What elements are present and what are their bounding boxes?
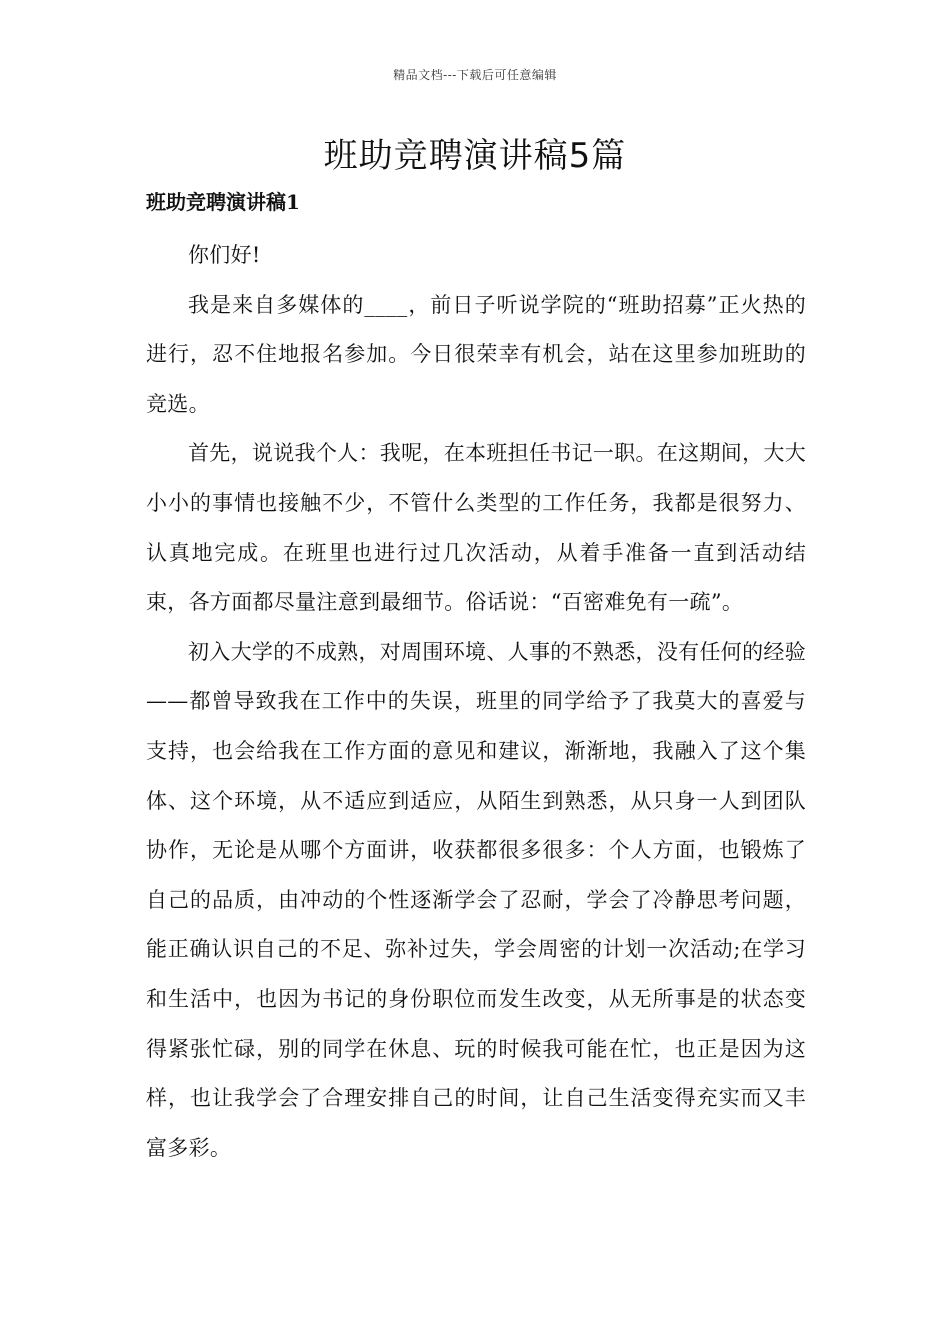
document-title: 班助竞聘演讲稿5篇	[323, 136, 627, 176]
document-body	[146, 231, 806, 1173]
paragraph-greeting: 你们好!	[188, 243, 261, 267]
paragraph-experience: 初入大学的不成熟，对周围环境、人事的不熟悉，没有任何的经验——都曾导致我在工作中的失误，班里的同学给予了我莫大的喜爱与支持，也会给我在工作方面的意见和建议，渐渐地，我融入了这个集体、这个环境，从不适应到适应，从陌生到熟悉，从只身一人到团队协作，无论是从哪个方面讲，收获都很多很多：个人方面，也锻炼了自己的品质，由冲动的个性逐渐学会了忍耐，学会了冷静思考问题，能正确认识自己的不足、弥补过失，学会周密的计划一次活动;在学习和生活中，也因为书记的身份职位而发生改变，从无所事是的状态变得紧张忙碌，别的同学在休息、玩的时候我可能在忙，也正是因为这样，也让我学会了合理安排自己的时间，让自己生活变得充实而又丰富多彩。	[146, 639, 806, 1160]
paragraph-personal-background: 首先，说说我个人：我呢，在本班担任书记一职。在这期间，大大小小的事情也接触不少，不管什么类型的工作任务，我都是很努力、认真地完成。在班里也进行过几次活动，从着手准备一直到活动结束，各方面都尽量注意到最细节。俗话说：“百密难免有一疏”。	[146, 441, 806, 615]
header-note: 精品文档---下载后可任意编辑	[393, 68, 557, 82]
paragraph-introduction: 我是来自多媒体的____，前日子听说学院的“班助招募”正火热的进行，忍不住地报名参加。今日很荣幸有机会，站在这里参加班助的竞选。	[146, 292, 806, 416]
section-heading: 班助竞聘演讲稿1	[146, 190, 300, 214]
